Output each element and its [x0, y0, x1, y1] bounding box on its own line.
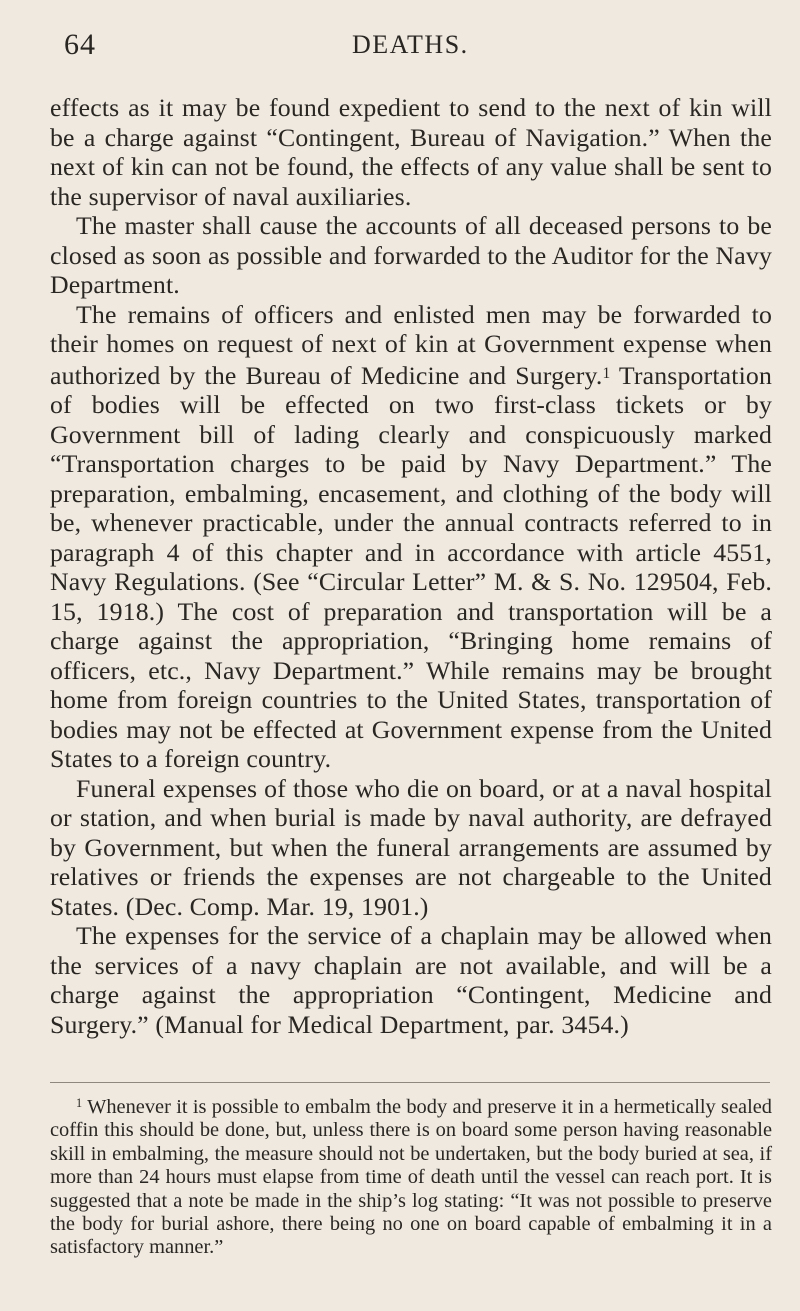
paragraph-remains [50, 300, 772, 774]
footnote-text: Whenever it is possible to embalm the body and preserve it in a hermetically sealed coffin this should be done, but, unless there is on board some person having reasonable skill in embalming, the measure should not be undertaken, but the body buried at sea, if more than 24 hours must elapse from time of death until the vessel can reach port. It is suggested that a note be made in the ship’s log stating: “It was not possible to preserve the body for burial ashore, there being no one on board capable of embalming it in a satisfactory manner.” [50, 1096, 773, 1259]
paragraph-transportation-text: Transportation of bodies will be effected on two first-class tickets or by Government bill of lading clearly and conspicuously marked “Transportation charges to be paid by Navy Department.” The preparation, embalming, encasement, and clothing of the body will be, whenever practicable, under the annual contracts referred to in paragraph 4 of this chapter and in accordance with article 4551, Navy Regulations. (See “Circular Letter” M. & S. No. 129504, Feb. 15, 1918.) The cost of preparation and transportation will be a charge against the appropriation, “Bringing home remains of officers, etc., Navy Department.” While remains may be brought home from foreign countries to the United States, transportation of bodies may not be effected at Government expense from the United States to a foreign country. [50, 360, 772, 773]
paragraph-chaplain: The expenses for the service of a chaplain may be allowed when the services of a navy chaplain are not available, and will be a charge against the appropriation “Contingent, Medicine and Surgery.” (Manual for Medical Department, par. 3454.) [50, 921, 772, 1039]
footnote [50, 1092, 772, 1260]
paragraph-funeral-expenses: Funeral expenses of those who die on board, or at a naval hospital or station, and when burial is made by naval authority, are defrayed by Government, but when the funeral arrangements are assumed by relatives or friends the expenses are not chargeable to the United States. (Dec. Comp. Mar. 19, 1901.) [50, 773, 772, 921]
page-number: 64 [64, 28, 96, 61]
body-text [50, 93, 772, 1039]
chapter-title: DEATHS. [352, 30, 469, 59]
running-head [64, 28, 764, 68]
paragraph-remains-text: The remains of officers and enlisted men may be forwarded to their homes on request of next of kin at Government expense when authorized by the Bureau of Medicine and Surgery. [50, 299, 772, 390]
paragraph-continued: effects as it may be found expedient to send to the next of kin will be a charge against “Contingent, Bureau of Navigation.” When the next of kin can not be found, the effects of any value shall be sent to the supervisor of naval auxiliaries. [50, 93, 772, 211]
paragraph-accounts: The master shall cause the accounts of all deceased persons to be closed as soon as possible and forwarded to the Auditor for the Navy Department. [50, 211, 772, 299]
footnote-divider [50, 1082, 770, 1083]
footnote-marker: 1 [76, 1096, 83, 1110]
footnote-reference: 1 [602, 364, 611, 382]
